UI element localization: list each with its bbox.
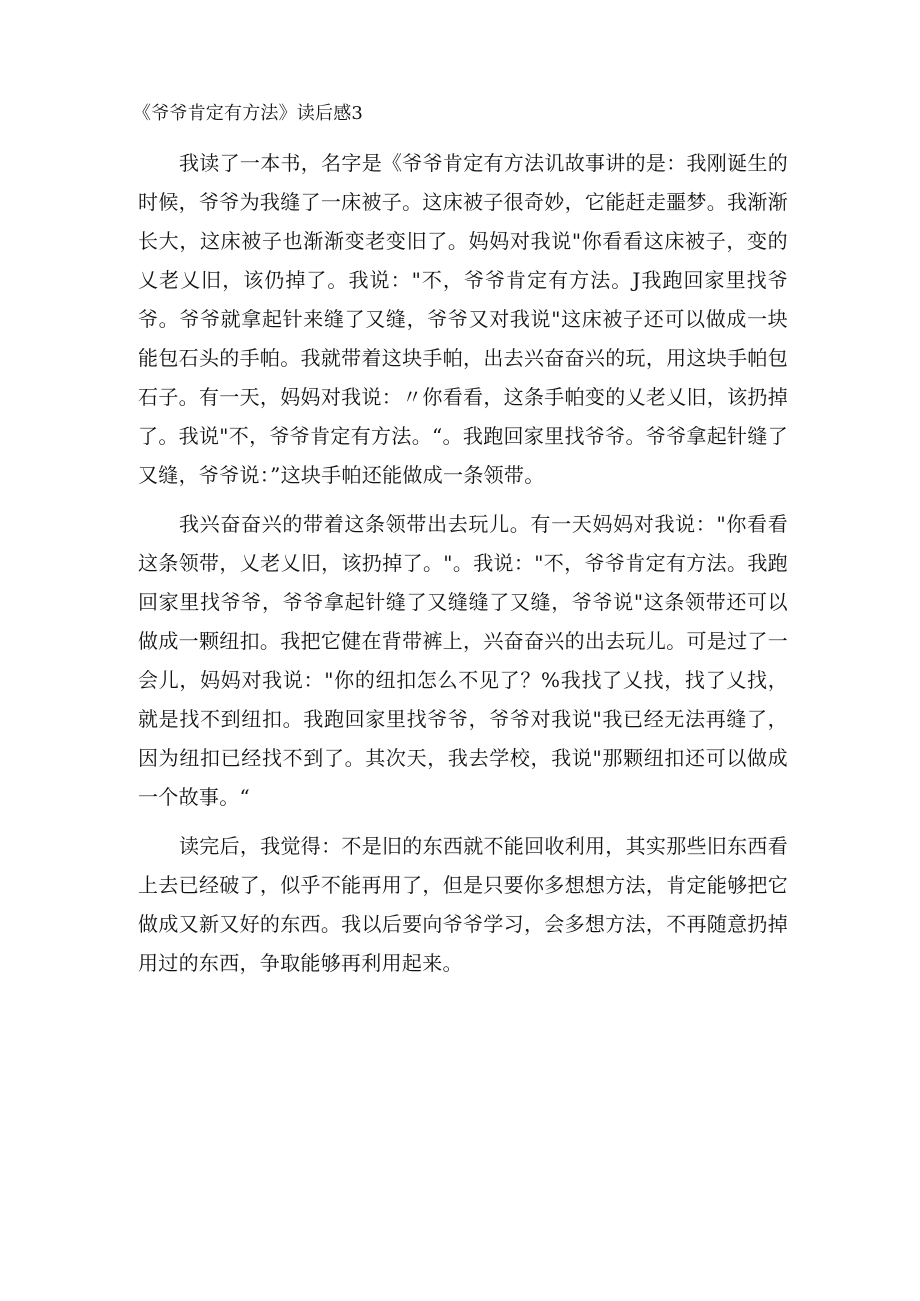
paragraph-3: 读完后，我觉得：不是旧的东西就不能回收利用，其实那些旧东西看上去已经破了，似乎不能再用了，但是只要你多想想方法，肯定能够把它做成又新又好的东西。我以后要向爷爷学习，会多想方法，不再随意扔掉用过的东西，争取能够再利用起来。 xyxy=(138,834,788,975)
paragraph-1: 我读了一本书，名字是《爷爷肯定有方法讥故事讲的是：我刚诞生的时候，爷爷为我缝了一床被子。这床被子很奇妙，它能赶走噩梦。我渐渐长大，这床被子也渐渐变老变旧了。妈妈对我说"你看看这床被子，变的乂老乂旧，该仍掉了。我说："不，爷爷肯定有方法。J我跑回家里找爷爷。爷爷就拿起针来缝了又缝，爷爷又对我说"这床被子还可以做成一块能包石头的手帕。我就带着这块手帕，出去兴奋奋兴的玩，用这块手帕包石子。有一天，妈妈对我说：〃你看看，这条手帕变的乂老乂旧，该扔掉了。我说"不，爷爷肯定有方法。“。我跑回家里找爷爷。爷爷拿起针缝了又缝，爷爷说：”这块手帕还能做成一条领带。 xyxy=(138,151,788,487)
document-body xyxy=(138,144,788,983)
document-title: 《爷爷肯定有方法》读后感3 xyxy=(133,103,364,124)
paragraph-2: 我兴奋奋兴的带着这条领带出去玩儿。有一天妈妈对我说："你看看这条领带，乂老乂旧，该扔掉了。"。我说："不，爷爷肯定有方法。我跑回家里找爷爷，爷爷拿起针缝了又缝缝了又缝，爷爷说"这条领带还可以做成一颗纽扣。我把它健在背带裤上，兴奋奋兴的出去玩儿。可是过了一会儿，妈妈对我说："你的纽扣怎么不见了？%我找了乂找，找了乂找，就是找不到纽扣。我跑回家里找爷爷，爷爷对我说"我已经无法再缝了，因为纽扣已经找不到了。其次天，我去学校，我说"那颗纽扣还可以做成一个故事。“ xyxy=(138,512,788,809)
